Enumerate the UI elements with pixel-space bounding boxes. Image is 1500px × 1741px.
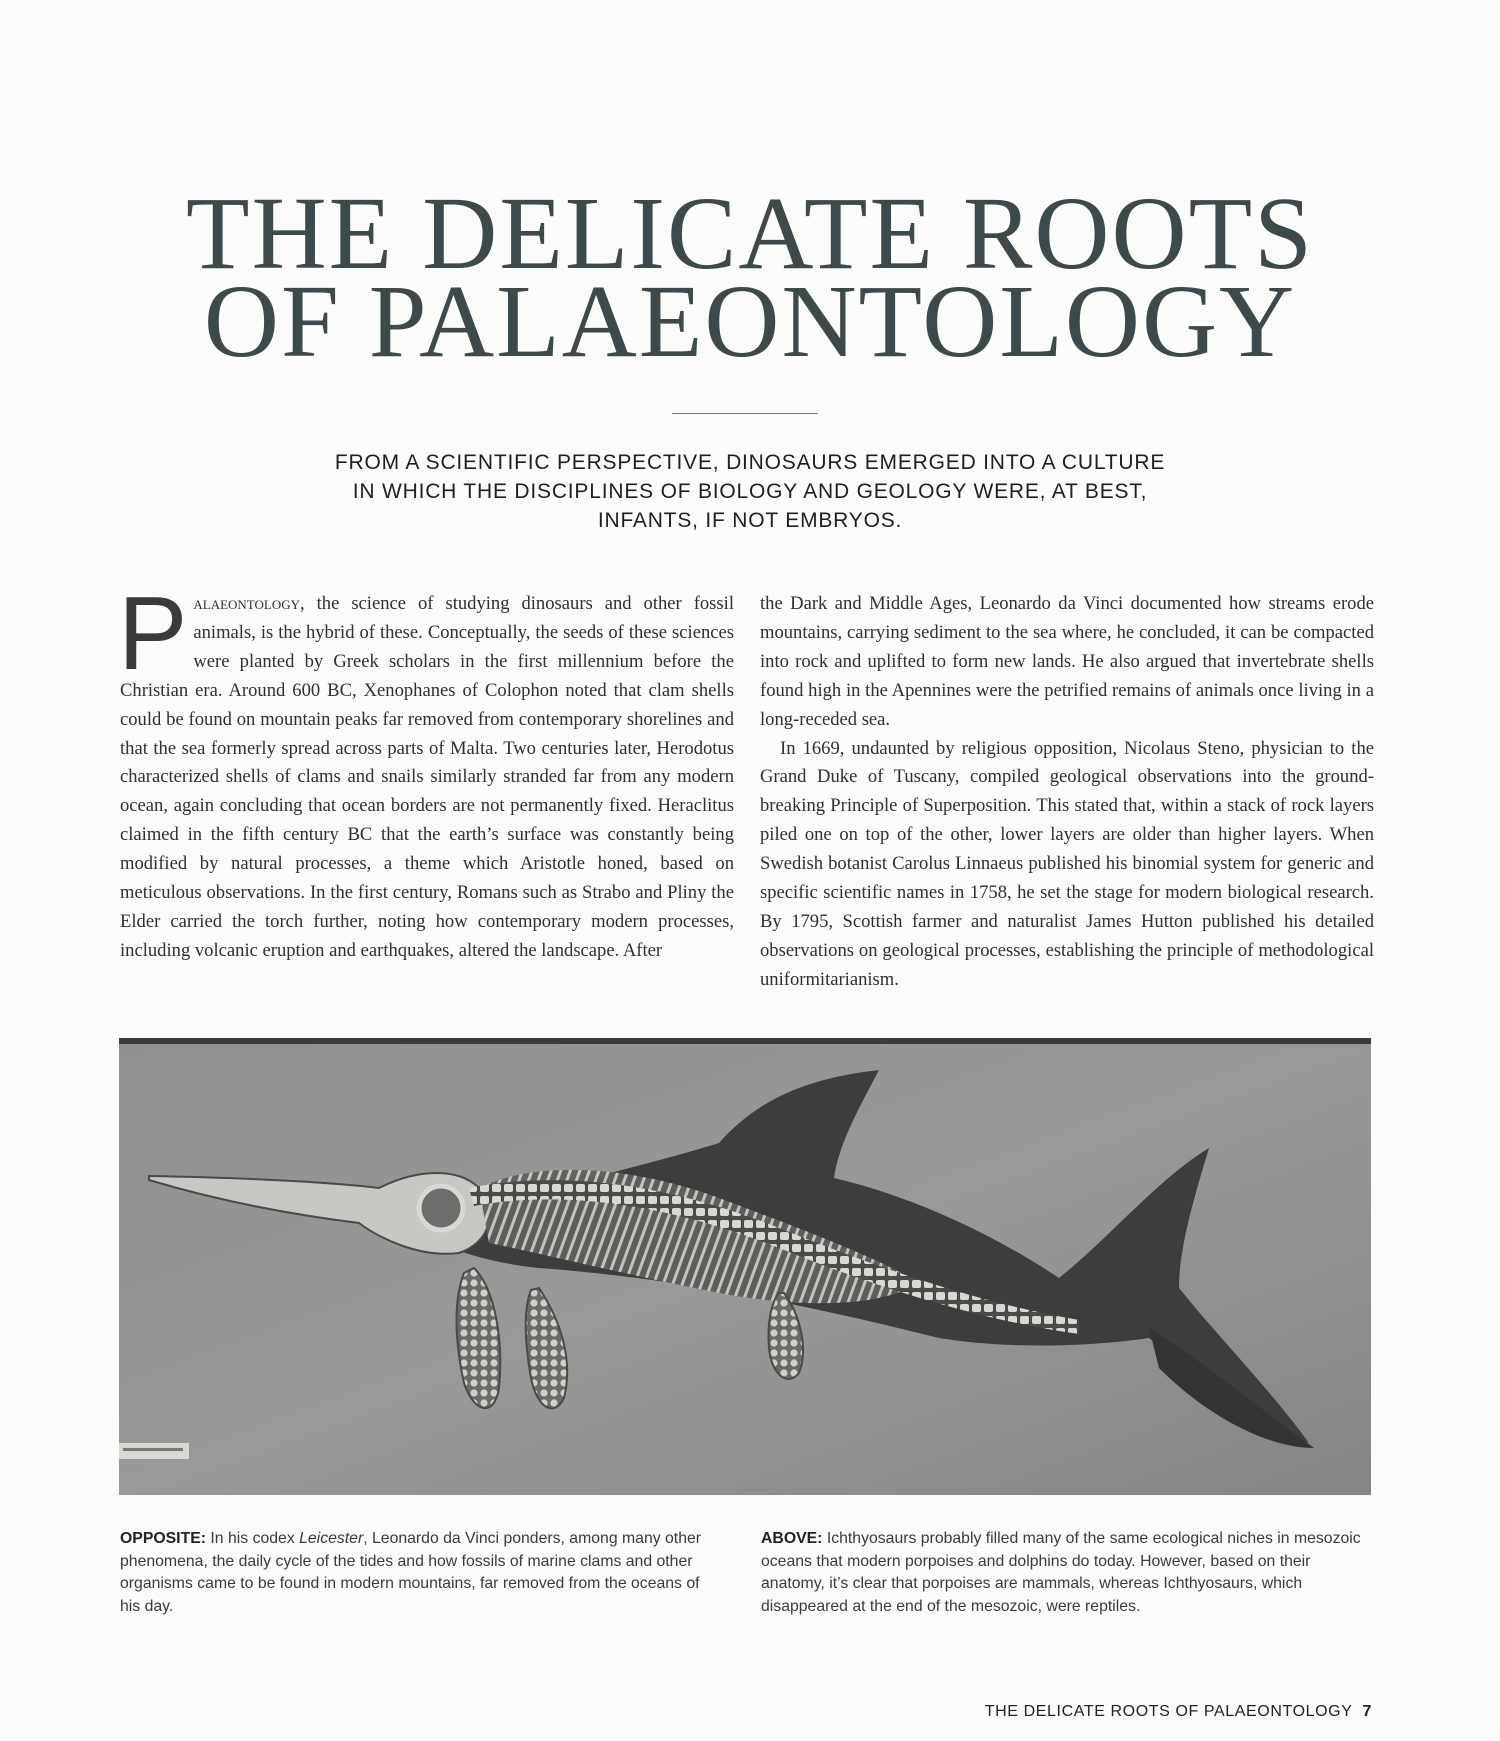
caption-text: Ichthyosaurs probably filled many of the same ecological niches in mesozoic oceans that modern porpoises and dolphins do today. However, based on their anatomy, it’s clear that porpoises are mammals, whereas Ichthyosaurs, which disappeared at the end of the mesozoic, were reptiles. <box>761 1530 1361 1615</box>
caption-label: OPPOSITE: <box>120 1530 207 1547</box>
ichthyosaur-fossil-photo <box>119 1038 1371 1495</box>
title-line-1: THE DELICATE ROOTS <box>186 176 1314 291</box>
body-column-right <box>760 590 1374 995</box>
caption-text: In his codex <box>206 1530 300 1547</box>
caption-label: ABOVE: <box>761 1530 823 1547</box>
title-divider <box>672 413 818 414</box>
body-paragraph: the Dark and Middle Ages, Leonardo da Vinci documented how streams erode mountains, carrying sediment to the sea where, he concluded, it can be compacted into rock and uplifted to form new lands. He also argued that invertebrate shells found high in the Apennines were the petrified remains of animals once living in a long-receded sea. <box>760 593 1374 730</box>
body-text-left: the science of studying dinosaurs and other fossil animals, is the hybrid of these. Conceptually, the seeds of these sciences were planted by Greek scholars in the first millennium before the Christian era. Around 600 BC, Xenophanes of Colophon noted that clam shells could be found on mountain peaks far removed from contemporary shorelines and that the sea formerly spread across parts of Malta. Two centuries later, Herodotus characterized shells of clams and snails similarly stranded far from any modern ocean, again concluding that ocean borders are not permanently fixed. Heraclitus claimed in the fifth century BC that the earth’s surface was constantly being modified by natural processes, a theme which Aristotle honed, based on meticulous observations. In the first century, Romans such as Strabo and Pliny the Elder carried the torch further, noting how contemporary modern processes, including volcanic eruption and earthquakes, altered the landscape. After <box>120 593 734 961</box>
page-number: 7 <box>1362 1703 1372 1720</box>
running-footer <box>985 1703 1372 1721</box>
page-title <box>0 176 1500 379</box>
caption-opposite <box>120 1528 712 1618</box>
drop-cap: P <box>118 576 188 692</box>
standfirst-line-1: FROM A SCIENTIFIC PERSPECTIVE, DINOSAURS EMERGED INTO A CULTURE <box>334 451 1166 474</box>
body-paragraph: In 1669, undaunted by religious opposition, Nicolaus Steno, physician to the Grand Duke of Tuscany, compiled geological observations into the ground-breaking Principle of Superposition. This stated that, within a stack of rock layers piled one on top of the other, lower layers are older than higher layers. When Swedish botanist Carolus Linnaeus published his binomial system for generic and specific scientific names in 1758, he set the stage for modern biological research. By 1795, Scottish farmer and naturalist James Hutton published his detailed observations on geological processes, establishing the principle of methodological uniformitarianism. <box>760 737 1374 990</box>
standfirst <box>250 448 1250 535</box>
title-line-2: OF PALAEONTOLOGY <box>203 264 1297 379</box>
caption-italic: Leicester <box>299 1530 364 1547</box>
standfirst-line-2: IN WHICH THE DISCIPLINES OF BIOLOGY AND GEOLOGY WERE, AT BEST, <box>352 480 1148 503</box>
fossil-illustration <box>119 1038 1371 1495</box>
body-paragraph <box>118 576 734 966</box>
caption-above <box>761 1528 1361 1618</box>
body-column-left <box>118 576 734 966</box>
running-title: THE DELICATE ROOTS OF PALAEONTOLOGY <box>984 1703 1353 1720</box>
standfirst-line-3: INFANTS, IF NOT EMBRYOS. <box>597 509 903 532</box>
eye-socket <box>419 1186 463 1230</box>
lead-word: alaeontology, <box>193 593 305 614</box>
caption-text: , Leonardo da Vinci ponders, among many other phenomena, the daily cycle of the tides and how fossils of marine clams and other organisms came to be found in modern mountains, far removed from the oceans of his day. <box>120 1530 702 1615</box>
